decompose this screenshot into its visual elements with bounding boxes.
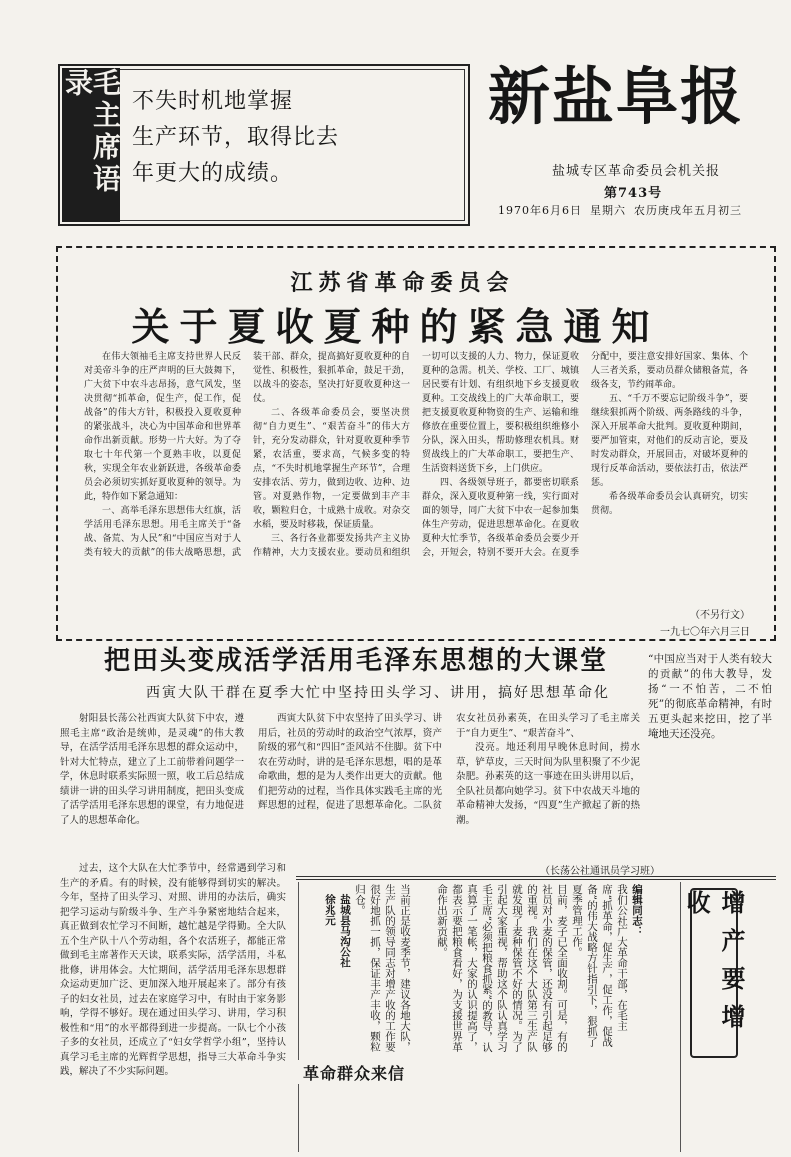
feature-paragraph: 西寅大队贫下中农坚持了田头学习、讲用后，社员的劳动时的政治空气浓厚，资产阶级的邪气和“四旧”歪风站不住脚。贫下中农在劳动时，讲的是毛泽东思想，唱的是革命歌曲，想的是为人类作出更大的贡献。他们把劳动的过程，当作具体实践毛主席的光辉思想的过程，促进了思想革命化。二队贫农女社员孙素英，在田头学习了毛主席关于“自力更生”、“艰苦奋斗”、 [258,713,640,811]
notice-sign-ref: （不另行文） [690,610,750,621]
feature-paragraph: 过去，这个大队在大忙季节中，经常遇到学习和生产的矛盾。有的时候，没有能够得到切实的解决。今年，坚持了田头学习、对照、讲用的办法后，确实把学习运动与阶级斗争、生产斗争紧密地结合起来，真正做到农忙学习不间断，越忙越是学得勤。全大队五个生产队十八个劳动组，各个农活班子，都能正常做到毛主席著作天天读，联系实际，活学活用，斗私批修，讲用体会。大忙期间，活学活用毛泽东思想群众运动更加广泛、更加深入地开展起来了。部分有孩子的妇女社员，过去在家庭学习中，有时由于家务影响，学得不够好。现在通过田头学习、讲用，学习积极性和“用”的水平都得到进一步提高。一队七个小孩子多的女社员，还成立了“妇女学哲学小组”，坚持认真学习毛主席的光辉哲学思想，指导三大革命斗争实践，解决了不少实际问题。 [60,863,286,1077]
masthead-date: 1970年6月6日 [498,204,582,217]
letter-paragraph: 我们公社广大革命干部，在毛主席“抓革命，促生产，促工作，促战备”的伟大战略方针指引下，狠抓了夏季管理工作。 [571,884,628,1047]
slogan-box [682,888,745,1058]
notice-paragraph: 希各级革命委员会认真研究，切实贯彻。 [591,492,748,516]
feature-subtitle: 西寅大队干群在夏季大忙中坚持田头学习、讲用，搞好思想革命化 [146,685,610,701]
quote-line: 生产环节，取得比去 [132,125,340,150]
quote-title: 毛主席语录 [61,68,122,196]
masthead-issue: 第743号 [604,186,663,201]
notice-paragraph: 四、各级领导班子，都要密切联系群众，深入夏收夏种第一线，实行面对面的领导，同广大贫下中农一起参加集体生产劳动，促进思想革命化。在夏收夏种大忙季节，各级革命委员会要少开会，开短会，特别不要开大会。在夏季分配中，要注意安排好国家、集体、个人三者关系，要动员群众储粮备荒，各级各支，节约闹革命。 [422,352,748,558]
letter-author: 徐兆元 [324,894,336,926]
letter-editor [434,884,644,1054]
feature-credit: （长荡公社通讯员学习班） [540,866,660,877]
letter-second [318,884,412,1054]
quote-text [132,84,462,192]
feature-paragraph: 没亮。地还利用早晚休息时间，捞水草，铲草皮，三天时间为队里积聚了不少泥杂肥。孙素英的这一事迹在田头讲用以后，全队社员都向她学习。贫下中农战天斗地的革命精神大发扬，“四夏”生产掀起了新的热潮。 [456,742,640,826]
section-rule [296,879,776,880]
notice-body [84,350,748,612]
slogan-text: 增产要增收 [682,890,745,1042]
feature-body-continued [60,862,286,1148]
feature-paragraph: 射阳县长荡公社西寅大队贫下中农，遵照毛主席“政治是统帅，是灵魂”的伟大教导，在活学活用毛泽东思想的群众运动中，针对大忙特点，建立了上工前带着问题学一学，休息时联系实际照一照，收工后总结成绩讲一讲的田头学习讲用制度，把田头变成了活学活用毛泽东思想的课堂，有力地促进了人的思想革命化。 [60,713,244,826]
letter-editor-heading: 编辑同志： [631,884,643,937]
feature-title: 把田头变成活学活用毛泽东思想的大课堂 [104,646,609,676]
feature-side-quote: “中国应当对于人类有较大的贡献”的伟大教导，发扬“一不怕苦，二不怕死”的彻底革命精神，有时五更头起来挖田，挖了半埯地天还没亮。 [648,653,772,740]
notice-paragraph: 五、“千万不要忘记阶级斗争”，要继续狠抓两个阶级、两条路线的斗争，深入开展革命大批判。夏收夏种期间，要严加管束，对他们的反动言论，要及时发动群众，开展回击，对破坏夏种的现行反革命活动，要依法打击，依法严惩。 [591,394,748,488]
letter-org: 盐城县马沟公社 [339,894,351,968]
masthead-organ: 盐城专区革命委员会机关报 [552,164,721,179]
masthead-lunar: 农历庚戌年五月初三 [634,204,742,217]
masthead-weekday: 星期六 [590,204,626,217]
letters-heading: 革命群众来信 [288,1060,420,1084]
quote-line: 不失时机地掌握 [132,89,294,114]
notice-org: 江苏省革命委员会 [290,270,515,296]
quote-title-block [62,68,120,222]
feature-body [60,712,640,862]
letter-paragraph: 当前正是收麦季节，建议各地大队，生产队的领导同志对增产收的工作要很好地抓一抓，保证丰产丰收，颗粒归仓。 [354,884,411,1052]
masthead-title: 新盐阜报 [488,60,745,133]
notice-title: 关于夏收夏种的紧急通知 [131,305,660,349]
quote-line: 年更大的成绩。 [132,161,294,186]
notice-paragraph: 一、高举毛泽东思想伟大红旗，活学活用毛泽东思想。用毛主席关于“备战、备荒、为人民”和“中国应当对于人类有较大的贡献”的伟大战略思想，武装干部、群众，提高搞好夏收夏种的自觉性、积极性，狠抓革命，鼓足干劲，以战斗的姿态，坚决打好夏收夏种这一仗。 [84,352,410,558]
notice-paragraph: 二、各级革命委员会，要坚决贯彻“自力更生”、“艰苦奋斗”的伟大方针，充分发动群众，针对夏收夏种季节紧，农活重，要求高，气候多变的特点，“不失时机地掌握生产环节”，合理安排农活、劳力，做到边收、边种、边管。对夏熟作物，一定要做到丰产丰收，颗粒归仓，十成熟十成收。对杂交水稻，要及时移栽，保证质量。 [253,408,410,530]
notice-signature [624,606,750,640]
notice-sign-date: 一九七〇年六月三日 [660,627,750,638]
notice-paragraph: 在伟大领袖毛主席支持世界人民反对美帝斗争的庄严声明的巨大鼓舞下，广大贫下中农斗志昂扬，意气风发，坚决贯彻“抓革命，促生产，促工作，促战备”的伟大方针，积极投入夏收夏种的紧张战斗，决心为中国革命和世界革命作出新贡献。形势一片大好。为了夺取七十年代第一个夏熟丰收，以夏促秋，实现全年农业新跃进，各级革命委员会必须切实抓好夏收夏种的领导。为此，特作如下紧急通知： [84,352,241,502]
section-rule [296,876,776,877]
notice-paragraph: 三、各行各业都要发扬共产主义协作精神，大力支援农业。要动员和组织一切可以支援的人力、物力，保证夏收夏种的急需。机关、学校、工厂、城镇居民要有计划、有组织地下乡支援夏收夏种。工交战线上的广大革命职工，要把支援夏收夏种物资的生产、运输和维修放在重要位置上，要积极组织维修小分队，深入田头，帮助修理农机具。财贸战线上的广大革命职工，要把生产、生活资料送货下乡，上门供应。 [253,352,579,558]
masthead-date-line [498,202,750,218]
column-rule [298,882,299,1152]
letter-paragraph: 目前，麦子已全面收割。可是，有的社员对小麦的保管，还没有引起足够的重视。我们在这个大队第三生产队就发现了麦种保管不好的情况。为了引起大家重视，帮助这个队认真学习毛主席“必须把粮食抓紧”的教导，认真算了一笔帐，大家的认识提高了，都表示要把粮食看好，为支援世界革命作出新贡献。 [436,884,568,1053]
